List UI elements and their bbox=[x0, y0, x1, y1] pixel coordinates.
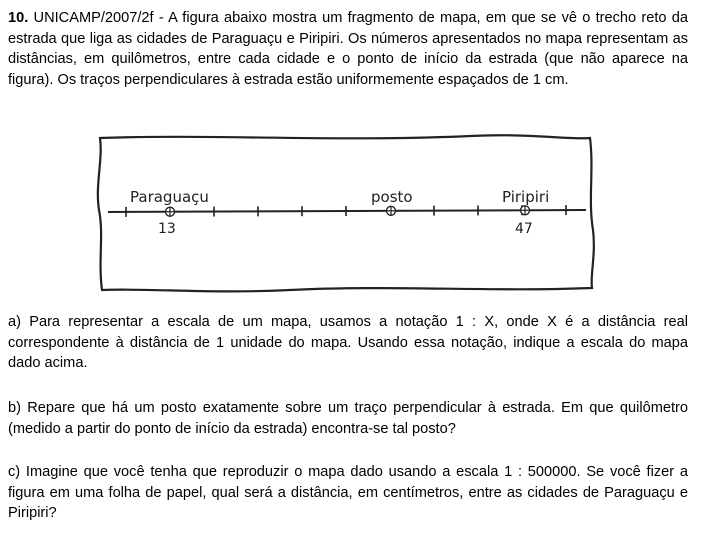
question-intro bbox=[8, 8, 688, 90]
item-c: c) Imagine que você tenha que reproduzir o mapa dado usando a escala 1 : 500000. Se você fizer a figura em uma folha de papel, qual será a distância, em centímetros, entre as cidades de Paraguaçu e Piripiri? bbox=[8, 464, 688, 521]
map-fragment bbox=[90, 130, 610, 295]
piripiri-label: Piripiri bbox=[502, 188, 550, 206]
item-b: b) Repare que há um posto exatamente sobre um traço perpendicular à estrada. Em que quilômetro (medido a partir do ponto de início da estrada) encontra-se tal posto? bbox=[8, 400, 688, 437]
piripiri-km: 47 bbox=[515, 221, 533, 237]
item-a: a) Para representar a escala de um mapa, usamos a notação 1 : X, onde X é a distância real correspondente à distância de 1 unidade do mapa. Usando essa notação, indique a escala do mapa dado acima. bbox=[8, 314, 688, 371]
question-text: UNICAMP/2007/2f - A figura abaixo mostra um fragmento de mapa, em que se vê o trecho reto da estrada que liga as cidades de Paraguaçu e Piripiri. Os números apresentados no mapa representam as distâncias, em quilômetros, entre cada cidade e o ponto de início da estrada (que não aparece na figura). Os traços perpendiculares à estrada estão uniformemente espaçados de 1 cm. bbox=[8, 10, 689, 88]
paraguacu-label: Paraguaçu bbox=[130, 188, 209, 206]
posto-label: posto bbox=[371, 188, 413, 206]
paraguacu-km: 13 bbox=[158, 221, 176, 237]
map-figure bbox=[90, 130, 610, 295]
question-number: 10. bbox=[8, 10, 29, 26]
